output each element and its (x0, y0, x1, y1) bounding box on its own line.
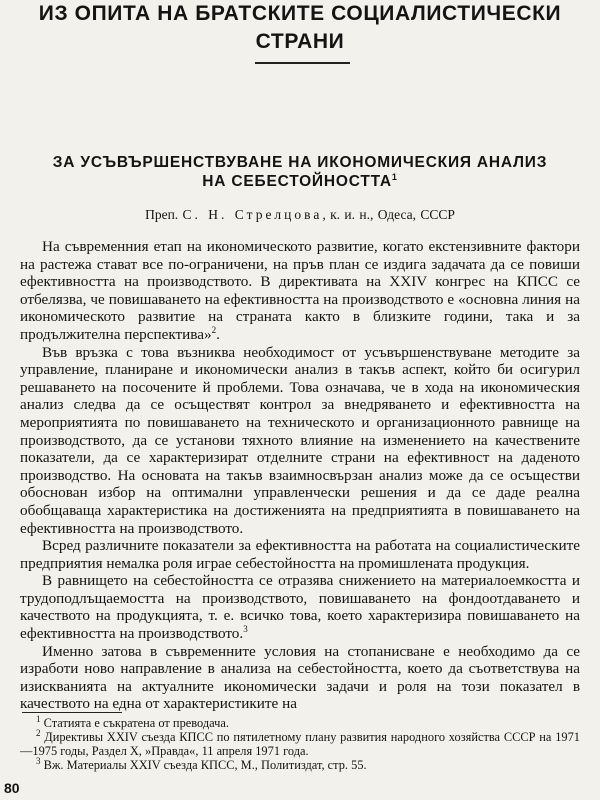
footnote-3-text: Вж. Материалы XXIV съезда КПСС, М., Политиздат, стр. 55. (40, 758, 367, 772)
author-prefix: Преп. (145, 207, 179, 222)
paragraph-1 (20, 238, 580, 344)
footnote-3 (20, 755, 580, 772)
section-heading-line1: ИЗ ОПИТА НА БРАТСКИТЕ СОЦИАЛИСТИЧЕСКИ (38, 2, 562, 25)
article-title-line1: ЗА УСЪВЪРШЕНСТВУВАНЕ НА ИКОНОМИЧЕСКИЯ АНАЛИЗ (52, 154, 548, 171)
title-footnote-marker: 1 (391, 171, 398, 182)
footnote-ref-2: 2 (211, 324, 217, 335)
section-heading-line2: СТРАНИ (255, 30, 345, 53)
footnote-3-marker: 3 (36, 755, 41, 766)
article-body (20, 238, 580, 713)
article-title (30, 153, 570, 191)
author-suffix: , к. и. н., Одеса, СССР (322, 207, 455, 222)
footnote-2 (20, 727, 580, 758)
footnote-ref-3: 3 (243, 624, 248, 634)
footnote-1 (20, 713, 580, 730)
page-number: 80 (4, 780, 20, 796)
footnote-1-marker: 1 (36, 713, 41, 724)
author-line (30, 207, 570, 223)
footnote-separator (22, 712, 122, 713)
section-heading (0, 0, 600, 56)
paragraph-5: Именно затова в съвременните условия на стопанисване е необходимо да се изработи ново направление в анализа на себестойността, което да съответствува на изискванията на актуалните икономически задачи и роля на този показател в качеството на една от характеристиките на (20, 642, 580, 713)
article-title-line2: НА СЕБЕСТОЙНОСТТА (202, 173, 392, 190)
paragraph-2: Във връзка с това възниква необходимост от усъвършенствуване методите за управление, планиране и икономически анализ в такъв аспект, който би осигурил решаването на посочените й проблеми. Това означава, че в хода на икономическия анализ следва да се осъществят контрол за внедряването и ефективността на мероприятията по повишаването на техническото и организационното равнище на производството, да се установи тяхното влияние на изменението на качествените показатели, да се характеризират отделните страни на ефективност на даденото производство. На основата на такъв взаимносвързан анализ може да се осъществи обоснован избор на оптимални управленчески решения и да се даде реална обобщаваща характеристика на достиженията на предприятията в повишаването на ефективността на производството. (20, 343, 580, 537)
paragraph-1-end: . (216, 325, 220, 343)
footnotes (20, 713, 580, 772)
paragraph-3: Всред различните показатели за ефективността на работата на социалистическите предприятия немалка роля играе себестойността на промишлената продукция. (20, 537, 580, 572)
footnote-2-text: Директивы XXIV съезда КПСС по пятилетному плану развития народного хозяйства СССР на 1971—1975 годы, Раздел X, »Правда«, 11 апреля 1971 года. (20, 730, 580, 758)
paragraph-1-text: На съвременния етап на икономическото развитие, когато екстензивните фактори на растежа стават все по-ограничени, на пръв план се издига задачата да се повиши ефективността на производството. В директивата на XXIV конгрес на КПСС се отбелязва, че повишаването на ефективността на производството е «основна линия на икономическото развитие на страната както в близките години, така и за продължителна перспектива» (20, 238, 580, 343)
footnote-1-text: Статията е съкратена от преводача. (40, 716, 230, 730)
paragraph-4 (20, 572, 580, 642)
section-heading-underline (255, 62, 350, 64)
paragraph-4-text: В равнището на себестойността се отразява снижението на материалоемкостта и трудоподлъщаемостта на производството, повишаването на фондоотдаването и качеството на продукцията, т. е. всичко това, което характеризира повишаването на ефективността на производството. (20, 572, 580, 643)
author-name: С. Н. Стрелцова (182, 207, 323, 222)
footnote-2-marker: 2 (36, 727, 41, 738)
